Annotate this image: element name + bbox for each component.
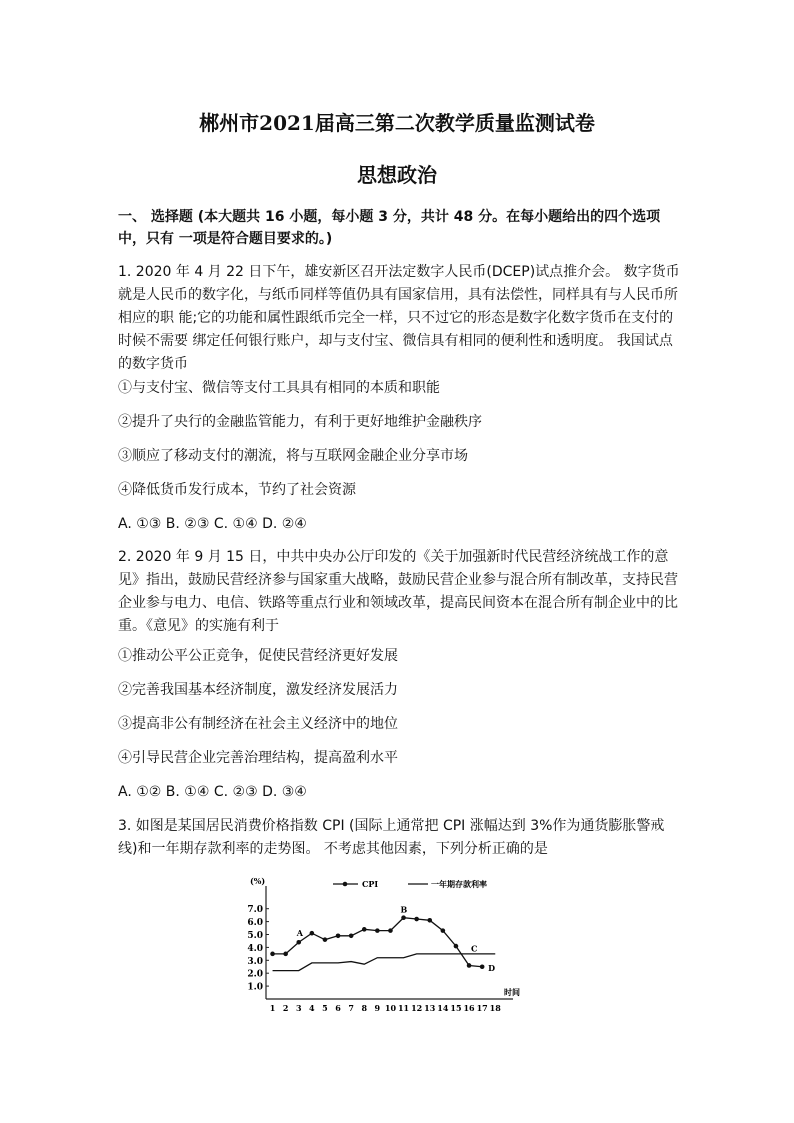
cpi-point — [323, 937, 328, 942]
x-tick-label: 4 — [309, 1003, 315, 1013]
cpi-point — [427, 918, 432, 923]
annotation-b: B — [400, 904, 408, 915]
section-heading: 一、 选择题 (本大题共 16 小题，每小题 3 分，共计 48 分。在每小题给出的四个选项中，只有 一项是符合题目要求的。) — [118, 209, 661, 247]
cpi-point — [414, 917, 419, 922]
legend-rate-label: 一年期存款利率 — [431, 879, 487, 889]
x-tick-label: 7 — [348, 1003, 354, 1013]
cpi-point — [480, 964, 485, 969]
y-tick-label: 3.0 — [247, 956, 263, 967]
q1-option-3: ③顺应了移动支付的潮流，将与互联网金融企业分享市场 — [118, 448, 468, 464]
q2-option-3: ③提高非公有制经济在社会主义经济中的地位 — [118, 716, 398, 732]
cpi-point — [388, 928, 393, 933]
cpi-point — [454, 944, 459, 949]
annotation-a: A — [296, 928, 303, 939]
y-tick-label: 5.0 — [247, 931, 263, 941]
legend-cpi-label: CPI — [362, 879, 379, 889]
q1-stem: 1. 2020 年 4 月 22 日下午，雄安新区召开法定数字人民币(DCEP)试点推介会。 数字货币就是人民币的数字化，与纸币同样等值仍具有国家信用，具有法偿性，同样具有与人民币所相应的职 能;它的功能和属性跟纸币完全一样，只不过它的形态是数字化数字货币在支付的时候不需要 绑定任何银行账户，却与支付宝、微信具有相同的便利性和透明度。 我国试点的数字货币 — [118, 264, 680, 372]
exam-title: 郴州市2021届高三第二次教学质量监测试卷 — [199, 111, 595, 135]
y-tick-label: 1.0 — [247, 982, 263, 993]
q2-option-4: ④引导民营企业完善治理结构，提高盈利水平 — [118, 750, 398, 766]
legend-cpi-marker — [343, 882, 348, 887]
cpi-point — [310, 931, 315, 936]
x-tick-label: 11 — [397, 1003, 410, 1013]
q1-option-4: ④降低货币发行成本，节约了社会资源 — [118, 482, 356, 498]
cpi-point — [296, 940, 301, 945]
cpi-point — [362, 927, 367, 932]
cpi-point — [375, 928, 380, 933]
q1-option-1: ①与支付宝、微信等支付工具具有相同的本质和职能 — [118, 380, 440, 396]
cpi-point — [270, 952, 275, 957]
y-axis-label: (%) — [250, 876, 266, 886]
q1-option-2: ②提升了央行的金融监管能力，有利于更好地维护金融秩序 — [118, 414, 482, 430]
x-tick-label: 12 — [411, 1003, 423, 1013]
cpi-point — [283, 952, 288, 957]
x-tick-label: 8 — [361, 1003, 368, 1013]
cpi-point — [336, 933, 341, 938]
annotation-d: D — [488, 962, 496, 973]
cpi-point — [349, 933, 354, 938]
q3-stem: 3. 如图是某国居民消费价格指数 CPI (国际上通常把 CPI 涨幅达到 3%作为通货膨胀警戒线)和一年期存款利率的走势图。 不考虑其他因素，下列分析正确的是 — [118, 818, 665, 857]
x-tick-label: 13 — [424, 1003, 436, 1013]
cpi-point — [401, 915, 406, 920]
q1-choices: A. ①③ B. ②③ C. ①④ D. ②④ — [118, 516, 307, 532]
y-tick-label: 6.0 — [247, 918, 263, 929]
series-line-rate — [273, 954, 496, 971]
q2-stem: 2. 2020 年 9 月 15 日，中共中央办公厅印发的《关于加强新时代民营经济统战工作的意见》指出，鼓励民营经济参与国家重大战略，鼓励民营企业参与混合所有制改革，支持民营企业参与电力、电信、铁路等重点行业和领域改革，提高民间资本在混合所有制企业中的比重。《意见》的实施有利于 — [118, 549, 678, 634]
x-tick-label: 1 — [269, 1003, 276, 1013]
y-tick-label: 7.0 — [247, 905, 263, 916]
x-axis-label: 时间 — [504, 987, 520, 997]
annotation-c: C — [471, 943, 478, 954]
y-tick-label: 2.0 — [247, 969, 263, 980]
cpi-point — [467, 963, 472, 968]
x-tick-label: 3 — [295, 1003, 302, 1013]
x-tick-label: 10 — [384, 1003, 397, 1013]
series-line-cpi — [273, 918, 483, 967]
q2-choices: A. ①② B. ①④ C. ②③ D. ③④ — [118, 784, 307, 800]
x-tick-label: 17 — [476, 1003, 488, 1013]
x-tick-label: 6 — [335, 1003, 341, 1013]
q2-option-1: ①推动公平公正竞争，促使民营经济更好发展 — [118, 648, 398, 664]
x-tick-label: 18 — [489, 1003, 501, 1013]
cpi-interest-chart — [238, 874, 538, 1014]
x-tick-label: 2 — [282, 1003, 289, 1013]
q2-option-2: ②完善我国基本经济制度，激发经济发展活力 — [118, 682, 398, 698]
x-tick-label: 9 — [374, 1003, 381, 1013]
x-tick-label: 16 — [463, 1003, 475, 1013]
x-tick-label: 5 — [322, 1003, 328, 1013]
subject-title: 思想政治 — [357, 163, 437, 187]
x-tick-label: 15 — [450, 1003, 462, 1013]
x-tick-label: 14 — [437, 1003, 449, 1013]
cpi-point — [441, 928, 446, 933]
y-tick-label: 4.0 — [247, 943, 263, 954]
